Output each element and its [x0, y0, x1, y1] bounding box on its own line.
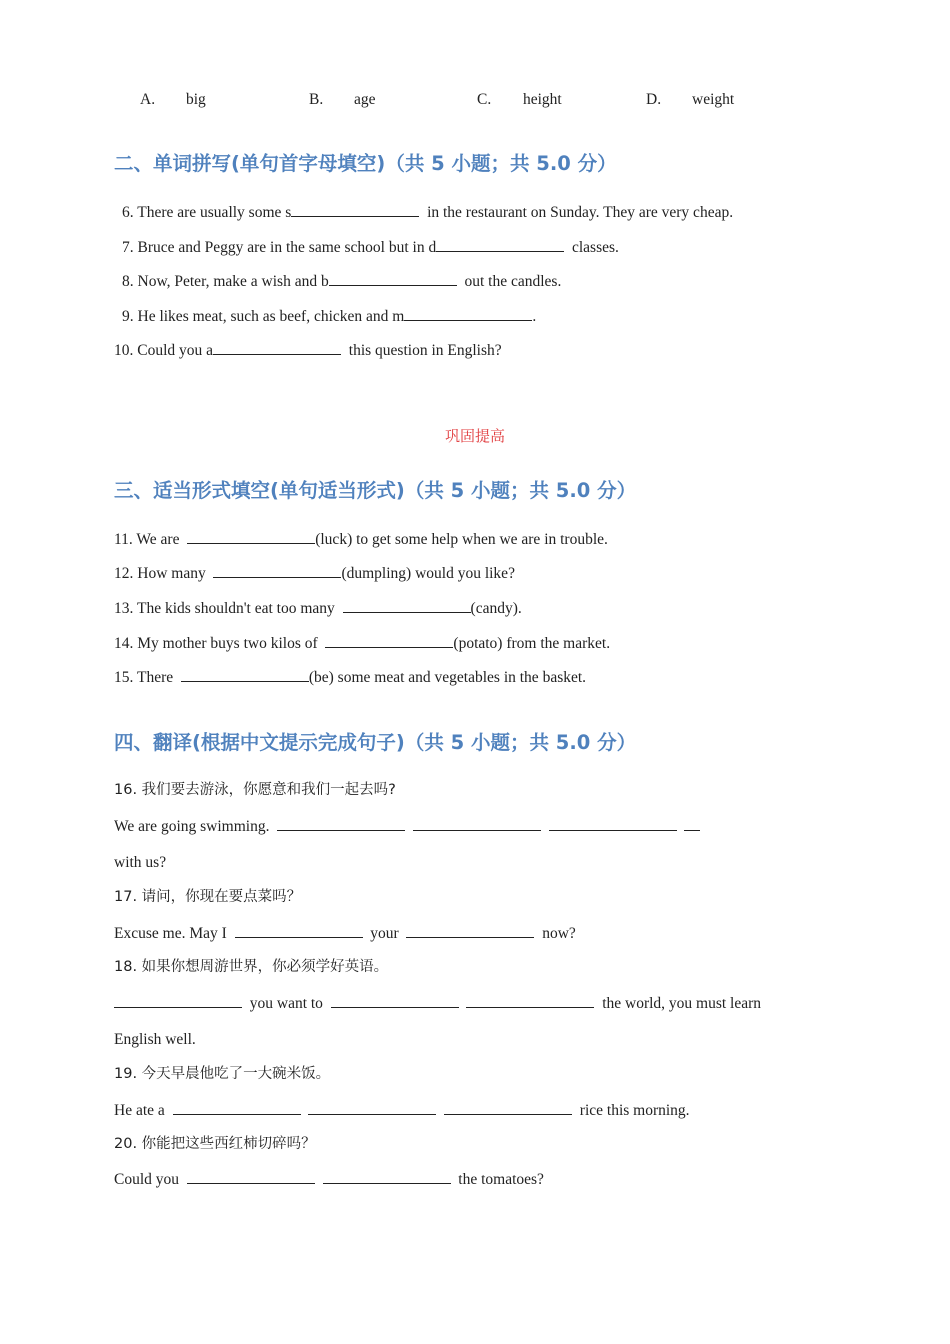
- section-3-heading: 三、适当形式填空(单句适当形式)（共 5 小题；共 5.0 分）: [114, 479, 637, 502]
- answer-blank[interactable]: [444, 1100, 572, 1115]
- question-14-rest: (potato) from the market.: [453, 635, 611, 652]
- question-20-chinese: 20. 你能把这些西红柿切碎吗？: [114, 1136, 316, 1152]
- question-9: [122, 306, 536, 327]
- section-4-heading: 四、翻译(根据中文提示完成句子)（共 5 小题；共 5.0 分）: [114, 731, 637, 754]
- question-8-text: 8. Now, Peter, make a wish and b: [122, 273, 329, 290]
- answer-blank[interactable]: [323, 1169, 451, 1184]
- option-b-letter: B.: [309, 91, 324, 108]
- answer-blank[interactable]: [114, 993, 242, 1008]
- option-c-text: height: [523, 91, 562, 108]
- question-15-rest: (be) some meat and vegetables in the basket.: [308, 669, 587, 686]
- center-label: 巩固提高: [444, 427, 505, 445]
- answer-blank[interactable]: [404, 306, 532, 321]
- answer-blank[interactable]: [413, 816, 541, 831]
- section-2-heading: 二、单词拼写(单句首字母填空)（共 5 小题；共 5.0 分）: [114, 152, 617, 175]
- question-8: [122, 271, 561, 292]
- question-7-text: 7. Bruce and Peggy are in the same school but in d: [122, 239, 437, 256]
- answer-blank[interactable]: [187, 1169, 315, 1184]
- question-18-continuation: English well.: [114, 1031, 196, 1048]
- question-18-chinese: 18. 如果你想周游世界，你必须学好英语。: [114, 959, 389, 975]
- answer-blank[interactable]: [213, 563, 341, 578]
- answer-blank[interactable]: [549, 816, 677, 831]
- question-13: [114, 598, 522, 619]
- question-6: [122, 202, 733, 223]
- answer-blank[interactable]: [291, 202, 419, 217]
- option-a-text: big: [186, 91, 206, 108]
- question-15-text: 15. There: [114, 669, 174, 686]
- question-6-text: 6. There are usually some s: [122, 204, 292, 221]
- answer-blank[interactable]: [181, 667, 309, 682]
- question-8-rest: out the candles.: [464, 273, 562, 290]
- question-20-text: Could you: [114, 1171, 180, 1188]
- answer-blank[interactable]: [235, 923, 363, 938]
- question-19-text: He ate a: [114, 1102, 165, 1119]
- question-9-rest: .: [532, 308, 537, 325]
- question-7: [122, 237, 619, 258]
- question-19-chinese: 19. 今天早晨他吃了一大碗米饭。: [114, 1066, 331, 1082]
- answer-blank[interactable]: [406, 923, 534, 938]
- option-d-text: weight: [692, 91, 735, 108]
- question-17-text: Excuse me. May I: [114, 925, 227, 942]
- question-10: [114, 340, 502, 361]
- question-11-text: 11. We are: [114, 531, 180, 548]
- question-20-english: [114, 1169, 544, 1190]
- question-14-text: 14. My mother buys two kilos of: [114, 635, 318, 652]
- question-9-text: 9. He likes meat, such as beef, chicken and m: [122, 308, 405, 325]
- question-13-rest: (candy).: [470, 600, 522, 617]
- question-19-english: [114, 1100, 690, 1121]
- answer-blank[interactable]: [343, 598, 471, 613]
- answer-blank[interactable]: [331, 993, 459, 1008]
- question-11: [114, 529, 608, 550]
- question-12-rest: (dumpling) would you like?: [341, 565, 515, 582]
- question-7-rest: classes.: [571, 239, 619, 256]
- question-17-middle: your: [370, 925, 399, 942]
- answer-blank[interactable]: [684, 816, 700, 831]
- question-18-middle: you want to: [249, 995, 323, 1012]
- option-b-text: age: [354, 91, 376, 108]
- question-20-rest: the tomatoes?: [458, 1171, 544, 1188]
- question-10-rest: this question in English?: [348, 342, 502, 359]
- question-16-continuation: with us?: [114, 854, 167, 871]
- question-12: [114, 563, 515, 584]
- question-12-text: 12. How many: [114, 565, 206, 582]
- option-d-letter: D.: [646, 91, 662, 108]
- question-17-chinese: 17. 请问，你现在要点菜吗？: [114, 889, 302, 905]
- answer-blank[interactable]: [277, 816, 405, 831]
- question-16-chinese: 16. 我们要去游泳，你愿意和我们一起去吗?: [114, 782, 396, 798]
- answer-blank[interactable]: [308, 1100, 436, 1115]
- answer-blank[interactable]: [329, 271, 457, 286]
- option-c-letter: C.: [477, 91, 492, 108]
- question-17-english: [114, 923, 576, 944]
- question-18-english: [114, 993, 761, 1014]
- question-17-rest: now?: [542, 925, 576, 942]
- option-a-letter: A.: [140, 91, 156, 108]
- answer-blank[interactable]: [173, 1100, 301, 1115]
- question-11-rest: (luck) to get some help when we are in trouble.: [315, 531, 608, 548]
- answer-blank[interactable]: [187, 529, 315, 544]
- question-14: [114, 633, 610, 654]
- question-16-text: We are going swimming.: [114, 818, 270, 835]
- question-19-rest: rice this morning.: [579, 1102, 690, 1119]
- question-18-rest: the world, you must learn: [602, 995, 762, 1012]
- question-10-text: 10. Could you a: [114, 342, 214, 359]
- question-6-rest: in the restaurant on Sunday. They are very cheap.: [427, 204, 734, 221]
- question-16-english: [114, 816, 700, 837]
- answer-blank[interactable]: [436, 237, 564, 252]
- answer-blank[interactable]: [213, 340, 341, 355]
- question-13-text: 13. The kids shouldn't eat too many: [114, 600, 335, 617]
- answer-blank[interactable]: [325, 633, 453, 648]
- question-15: [114, 667, 586, 688]
- answer-blank[interactable]: [466, 993, 594, 1008]
